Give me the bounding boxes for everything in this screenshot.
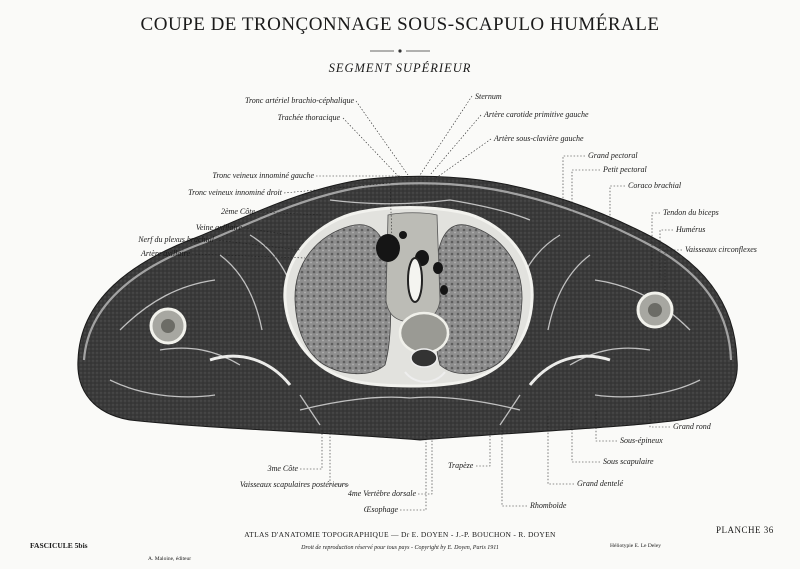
label-coraco: Coraco brachial	[628, 181, 682, 190]
label-sous-claviere: Artère sous-clavière gauche	[494, 134, 584, 143]
label-veine-axillaire: Veine axillaire	[195, 223, 242, 232]
label-trapeze: Trapèze	[448, 461, 474, 470]
label-trachee: Trachée thoracique	[277, 113, 340, 122]
label-deuxieme-cote: 2ème Côte	[221, 207, 255, 216]
label-carotide: Artère carotide primitive gauche	[484, 110, 589, 119]
label-grand-rond: Grand rond	[673, 422, 711, 431]
label-artere-axillaire: Artère axillaire	[141, 249, 190, 258]
label-sous-epineux: Sous-épineux	[620, 436, 663, 445]
atlas-credit: ATLAS D'ANATOMIE TOPOGRAPHIQUE — Dr E. DOYEN - J.-P. BOUCHON - R. DOYEN	[244, 530, 556, 539]
label-troisieme-cote: 3me Côte	[267, 464, 298, 473]
copyright-notice: Droit de reproduction réservé pour tous pays - Copyright by E. Doyen, Paris 1911	[301, 545, 499, 551]
plate-subtitle: SEGMENT SUPÉRIEUR	[328, 61, 472, 75]
label-vaisseaux-circonflexes: Vaisseaux circonflexes	[685, 245, 757, 254]
fascicule-number: FASCICULE 5bis	[30, 541, 88, 550]
plate-title: COUPE DE TRONÇONNAGE SOUS-SCAPULO HUMÉRALE	[140, 14, 660, 35]
editor-credit: A. Maloine, éditeur	[148, 556, 192, 562]
vertebra	[400, 313, 448, 353]
label-rhomboide: Rhomboïde	[530, 501, 567, 510]
label-sous-scapulaire: Sous scapulaire	[603, 457, 654, 466]
plate-number: PLANCHE 36	[716, 525, 774, 535]
printer-credit: Héliotypie E. Le Deley	[610, 543, 662, 549]
label-oesophage: Œsophage	[363, 505, 398, 514]
label-tronc-veineux-gauche: Tronc veineux innominé gauche	[212, 171, 314, 180]
label-vaisseaux-scapulaires: Vaisseaux scapulaires postérieurs	[239, 480, 348, 489]
label-quatrieme-vertebre: 4me Vertèbre dorsale	[347, 489, 416, 498]
label-nerf-plexus: Nerf du plexus brachial	[138, 235, 214, 244]
label-tendon-biceps: Tendon du biceps	[663, 208, 719, 217]
label-tronc-veineux-droit: Tronc veineux innominé droit	[188, 188, 282, 197]
label-sternum: Sternum	[475, 92, 502, 101]
label-petit-pectoral: Petit pectoral	[603, 165, 647, 174]
label-grand-dentele: Grand dentelé	[577, 479, 623, 488]
label-humerus: Humérus	[676, 225, 706, 234]
label-tronc-arteriel: Tronc artériel brachio-céphalique	[244, 96, 354, 105]
label-grand-pectoral: Grand pectoral	[588, 151, 638, 160]
